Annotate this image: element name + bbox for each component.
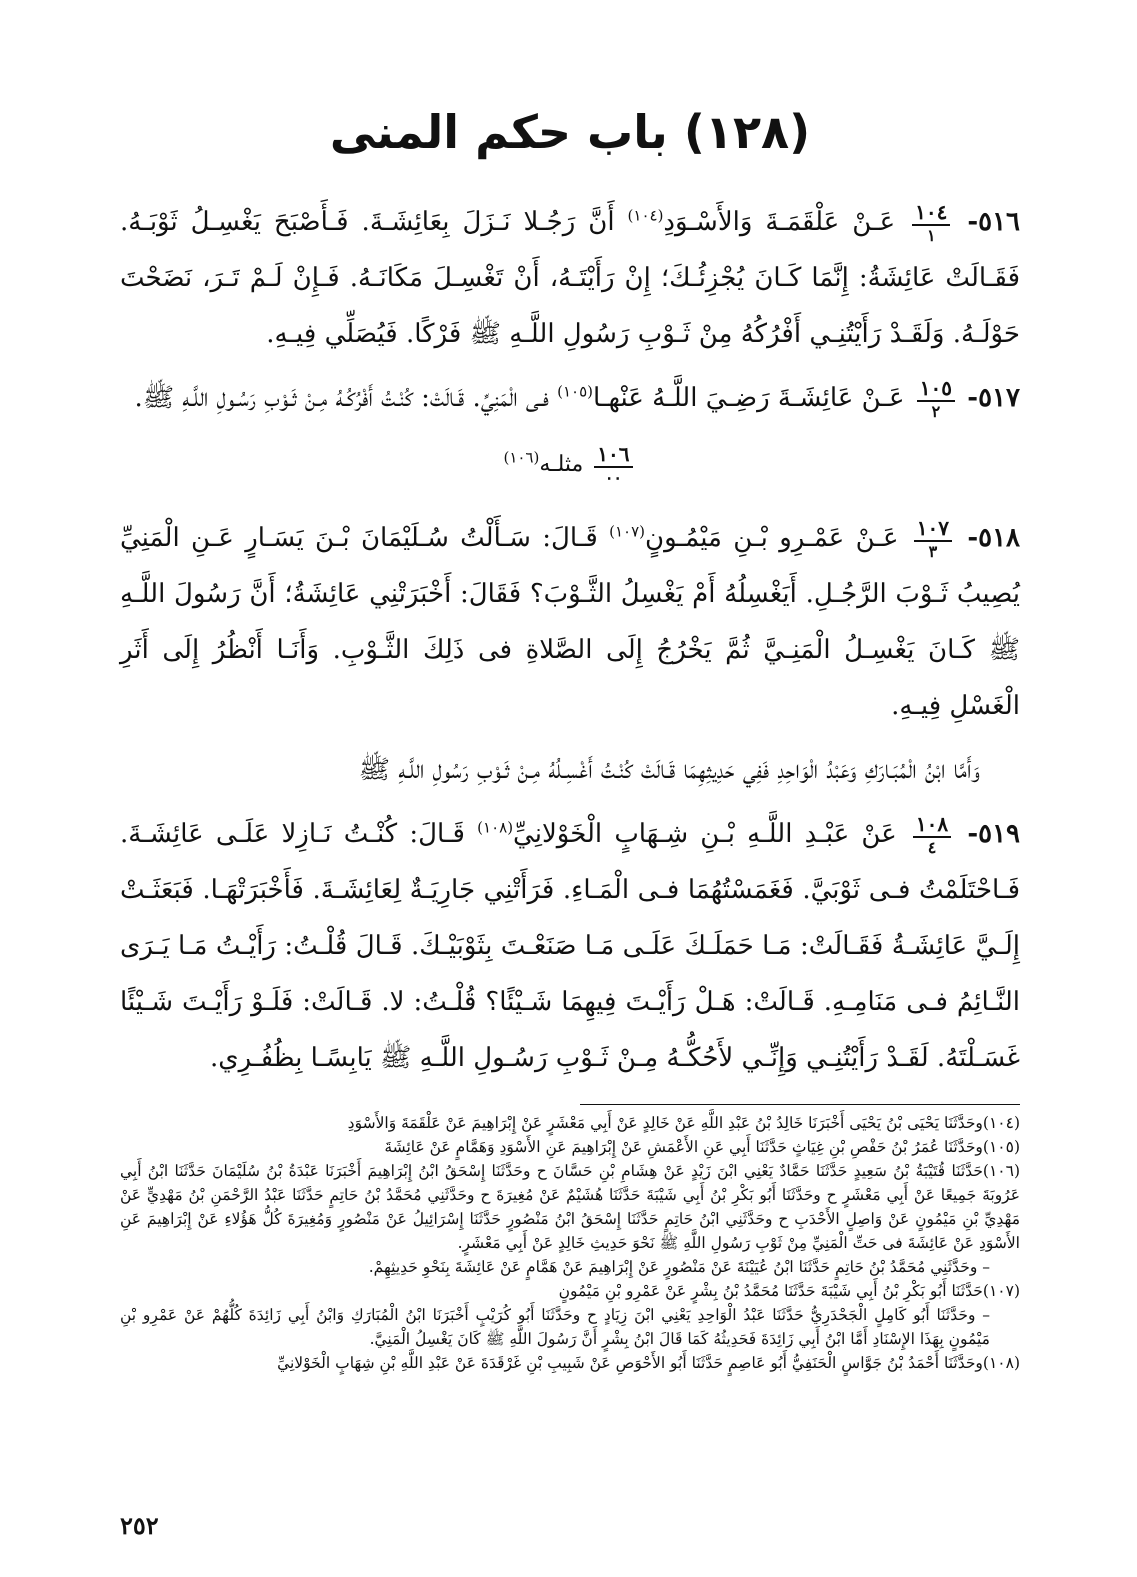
hadith-519 — [120, 806, 1020, 1086]
hadith-text: فـى الْمَنِيِّ. قَـالَتْ: كُنْـتُ أَفْرُكُـهُ مِـنْ ثَـوْبِ رَسُـولِ اللَّـهِ ﷺ. — [134, 383, 549, 414]
hadith-516 — [120, 194, 1020, 362]
hadith-ref: $\frac{١٠٧}{٣}$ — [914, 518, 952, 560]
footnote-marker[interactable]: (١٠٦) — [503, 449, 540, 468]
hadith-text: عَـنْ عَائِشَـةَ رَضِـيَ اللَّـهُ عَنْهـا — [593, 383, 905, 414]
hadith-ref: $\frac{١٠٨}{٤}$ — [913, 814, 951, 856]
hadith-text: قَـالَ: سَـأَلْتُ سُـلَيْمَانَ بْـنَ يَسَـارٍ عَـنِ الْمَنِيِّ يُصِيبُ ثَـوْبَ الرَّجُـلِ. أَيَغْسِلُهُ أَمْ يَغْسِلُ الثَّـوْبَ؟ فَقَالَ: أَخْبَرَتْنِي عَائِشَةُ؛ أَنَّ رَسُولَ اللَّـهِ ﷺ كَـانَ يَغْسِـلُ الْمَنِـيَّ ثُمَّ يَخْرُجُ إِلَى الصَّلاةِ فى ذَلِكَ الثَّـوْبِ. وَأَنَـا أَنْظُرُ إِلَى أَثَرِ الْغَسْلِ فِيـهِ. — [120, 523, 1020, 722]
footnote-106: (١٠٦)حَدَّثَنَا قُتَيْبَةُ بْنُ سَعِيدٍ حَدَّثَنَا حَمَّادٌ يَعْنِي ابْنَ زَيْدٍ عَنْ هِشَامِ بْنِ حَسَّانَ ح وحَدَّثَنَا إِسْحَقُ ابْنُ إِبْرَاهِيمَ أَخْبَرَنَا عَبْدَةُ بْنُ سُلَيْمَانَ حَدَّثَنَا ابْنُ أَبِي عَرُوبَةَ جَمِيعًا عَنْ أَبِي مَعْشَرٍ ح وحَدَّثَنَا أَبُو بَكْرِ بْنُ أَبِي شَيْبَةَ حَدَّثَنَا هُشَيْمٌ عَنْ مُغِيرَةَ ح وحَدَّثَنِي مُحَمَّدُ بْنُ حَاتِمٍ حَدَّثَنَا عَبْدُ الرَّحْمَنِ بْنُ مَهْدِيٍّ عَنْ مَهْدِيِّ بْنِ مَيْمُونٍ عَنْ وَاصِلٍ الأَحْدَبِ ح وحَدَّثَنِي ابْنُ حَاتِمٍ حَدَّثَنَا إِسْحَقُ ابْنُ مَنْصُورٍ حَدَّثَنَا إِسْرَائِيلُ عَنْ مَنْصُورٍ وَمُغِيرَةَ كُلُّ هَؤُلاءِ عَنْ إِبْرَاهِيمَ عَنِ الأَسْوَدِ عَنْ عَائِشَةَ فى حَتِّ الْمَنِيِّ مِنْ ثَوْبِ رَسُولِ اللَّهِ ﷺ نَحْوَ حَدِيثِ خَالِدٍ عَنْ أَبِي مَعْشَرٍ. — [120, 1162, 1020, 1253]
footnote-106-extra: – وحَدَّثَنِي مُحَمَّدُ بْنُ حَاتِمٍ حَدَّثَنَا ابْنُ عُيَيْنَةَ عَنْ مَنْصُورٍ عَنْ إِبْرَاهِيمَ عَنْ هَمَّامٍ عَنْ عَائِشَةَ بِنَحْوِ حَدِيثِهِمْ. — [368, 1258, 990, 1277]
hadith-text: أَنَّ رَجُـلا نَـزَلَ بِعَائِشَـةَ. فَـأَصْبَحَ يَغْسِـلُ ثَوْبَـهُ. فَقَـالَتْ عَائِشَةُ: إِنَّمَا كَـانَ يُجْزِئُـكَ؛ إِنْ رَأَيْتَـهُ، أَنْ تَغْسِـلَ مَكَانَـهُ. فَـإِنْ لَـمْ تَـرَ، نَضَحْتَ حَوْلَـهُ. وَلَقَـدْ رَأَيْتُنِـي أَفْرُكُهُ مِنْ ثَـوْبِ رَسُولِ اللَّـهِ ﷺ فَرْكًا. فَيُصَلِّي فِيـهِ. — [120, 207, 1020, 350]
hadith-517 — [120, 370, 1020, 426]
hadith-text: عَـنْ عَمْـرِو بْـنِ مَيْمُـونٍ — [645, 523, 899, 554]
similar-label: مثلـه — [539, 452, 584, 478]
footnote-104: (١٠٤)وحَدَّثَنَا يَحْيَى بْنُ يَحْيَى أَخْبَرَنَا خَالِدُ بْنُ عَبْدِ اللَّهِ عَنْ خَالِدٍ عَنْ أَبِي مَعْشَرٍ عَنْ إِبْرَاهِيمَ عَنْ عَلْقَمَةَ وَالأَسْوَدِ — [347, 1114, 1020, 1133]
page-number: ٢٥٢ — [120, 1511, 159, 1540]
chapter-title: (١٢٨) باب حكم المنى — [329, 105, 811, 159]
hadith-number: ٥١٩- — [967, 819, 1021, 850]
mubarak-note: وَأَمَّا ابْنُ الْمُبَـارَكِ وَعَبْدُ الْوَاحِدِ فَفِي حَدِيثِهِمَا قَـالَتْ كُنْـتُ أَغْسِـلُهُ مِـنْ ثَـوْبِ رَسُولِ اللَّـهِ ﷺ — [358, 755, 980, 786]
hadith-text: عَنْ عَبْـدِ اللَّـهِ بْـنِ شِـهَابٍ الْخَوْلانِيِّ — [513, 819, 897, 850]
footnote-108: (١٠٨)وحَدَّثَنَا أَحْمَدُ بْنُ جَوَّاسٍ الْحَنَفِيُّ أَبُو عَاصِمٍ حَدَّثَنَا أَبُو الأَحْوَصِ عَنْ شَبِيبِ بْنِ غَرْقَدَةَ عَنْ عَبْدِ اللَّهِ بْنِ شِهَابٍ الْخَوْلانِيِّ — [277, 1354, 1020, 1373]
footnote-marker[interactable]: (١٠٧) — [609, 522, 646, 541]
footnote-107-extra: – وحَدَّثَنَا أَبُو كَامِلٍ الْجَحْدَرِيُّ حَدَّثَنَا عَبْدُ الْوَاحِدِ يَعْنِي ابْنَ زِيَادٍ ح وحَدَّثَنَا أَبُو كُرَيْبٍ أَخْبَرَنَا ابْنُ الْمُبَارَكِ وَابْنُ أَبِي زَائِدَةَ كُلُّهُمْ عَنْ عَمْرِو بْنِ مَيْمُونٍ بِهَذَا الإِسْنَادِ أَمَّا ابْنُ أَبِي زَائِدَةَ فَحَدِيثُهُ كَمَا قَالَ ابْنُ بِشْرٍ أَنَّ رَسُولَ اللَّهِ ﷺ كَانَ يَغْسِلُ الْمَنِيَّ. — [120, 1306, 990, 1349]
footnote-divider — [580, 1104, 1020, 1105]
footnote-marker[interactable]: (١٠٨) — [477, 818, 514, 837]
hadith-number: ٥١٦- — [967, 207, 1021, 238]
hadith-number: ٥١٧- — [967, 383, 1020, 414]
footnote-marker[interactable]: (١٠٤) — [627, 206, 664, 225]
footnote-105: (١٠٥)وحَدَّثَنَا عُمَرُ بْنُ حَفْصِ بْنِ غِيَاثٍ حَدَّثَنَا أَبِي عَنِ الأَعْمَشِ عَنْ إِبْرَاهِيمَ عَنِ الأَسْوَدِ وَهَمَّامٍ عَنْ عَائِشَةَ — [384, 1138, 1020, 1157]
footnote-marker[interactable]: (١٠٥) — [557, 382, 593, 401]
similar-ref: $\frac{١٠٦}{٠٠}$ — [594, 444, 632, 486]
hadith-text: عَـنْ عَلْقَمَـةَ وَالأَسْـوَدِ — [663, 207, 896, 238]
hadith-text: قَـالَ: كُنْـتُ نَـازِلا عَلَـى عَائِشَـةَ. فَـاحْتَلَمْتُ فـى ثَوْبَيَّ. فَغَمَسْتُهُمَا فـى الْمَـاءِ. فَرَأَتْنِي جَارِيَـةٌ لِعَائِشَـةَ. فَأَخْبَرَتْهَـا. فَبَعَثَـتْ إِلَـيَّ عَائِشَـةُ فَقَـالَتْ: مَـا حَمَلَـكَ عَلَـى مَـا صَنَعْـتَ بِثَوْبَيْـكَ. قَـالَ قُلْـتُ: رَأَيْـتُ مَـا يَـرَى النَّـائِمُ فـى مَنَامِـهِ. قَـالَتْ: هَـلْ رَأَيْـتَ فِيهِمَا شَـيْئًا؟ قُلْـتُ: لا. قَـالَتْ: فَلَـوْ رَأَيْـتَ شَـيْئًا غَسَـلْتَهُ. لَقَـدْ رَأَيْتُنِـي وَإِنِّـي لأَحُكُّـهُ مِـنْ ثَـوْبِ رَسُـولِ اللَّـهِ ﷺ يَابِسًـا بِظُفُـرِي. — [120, 819, 1020, 1074]
similar-note — [120, 440, 1020, 490]
hadith-518 — [120, 510, 1020, 734]
hadith-ref: $\frac{١٠٤}{١}$ — [912, 202, 950, 244]
page — [120, 100, 1020, 1540]
footnotes — [120, 1111, 1020, 1375]
hadith-number: ٥١٨- — [967, 523, 1021, 554]
footnote-107: (١٠٧)حَدَّثَنَا أَبُو بَكْرِ بْنُ أَبِي شَيْبَةَ حَدَّثَنَا مُحَمَّدُ بْنُ بِشْرٍ عَنْ عَمْرِو بْنِ مَيْمُونٍ — [558, 1282, 1020, 1301]
hadith-ref: $\frac{١٠٥}{٢}$ — [917, 378, 955, 420]
